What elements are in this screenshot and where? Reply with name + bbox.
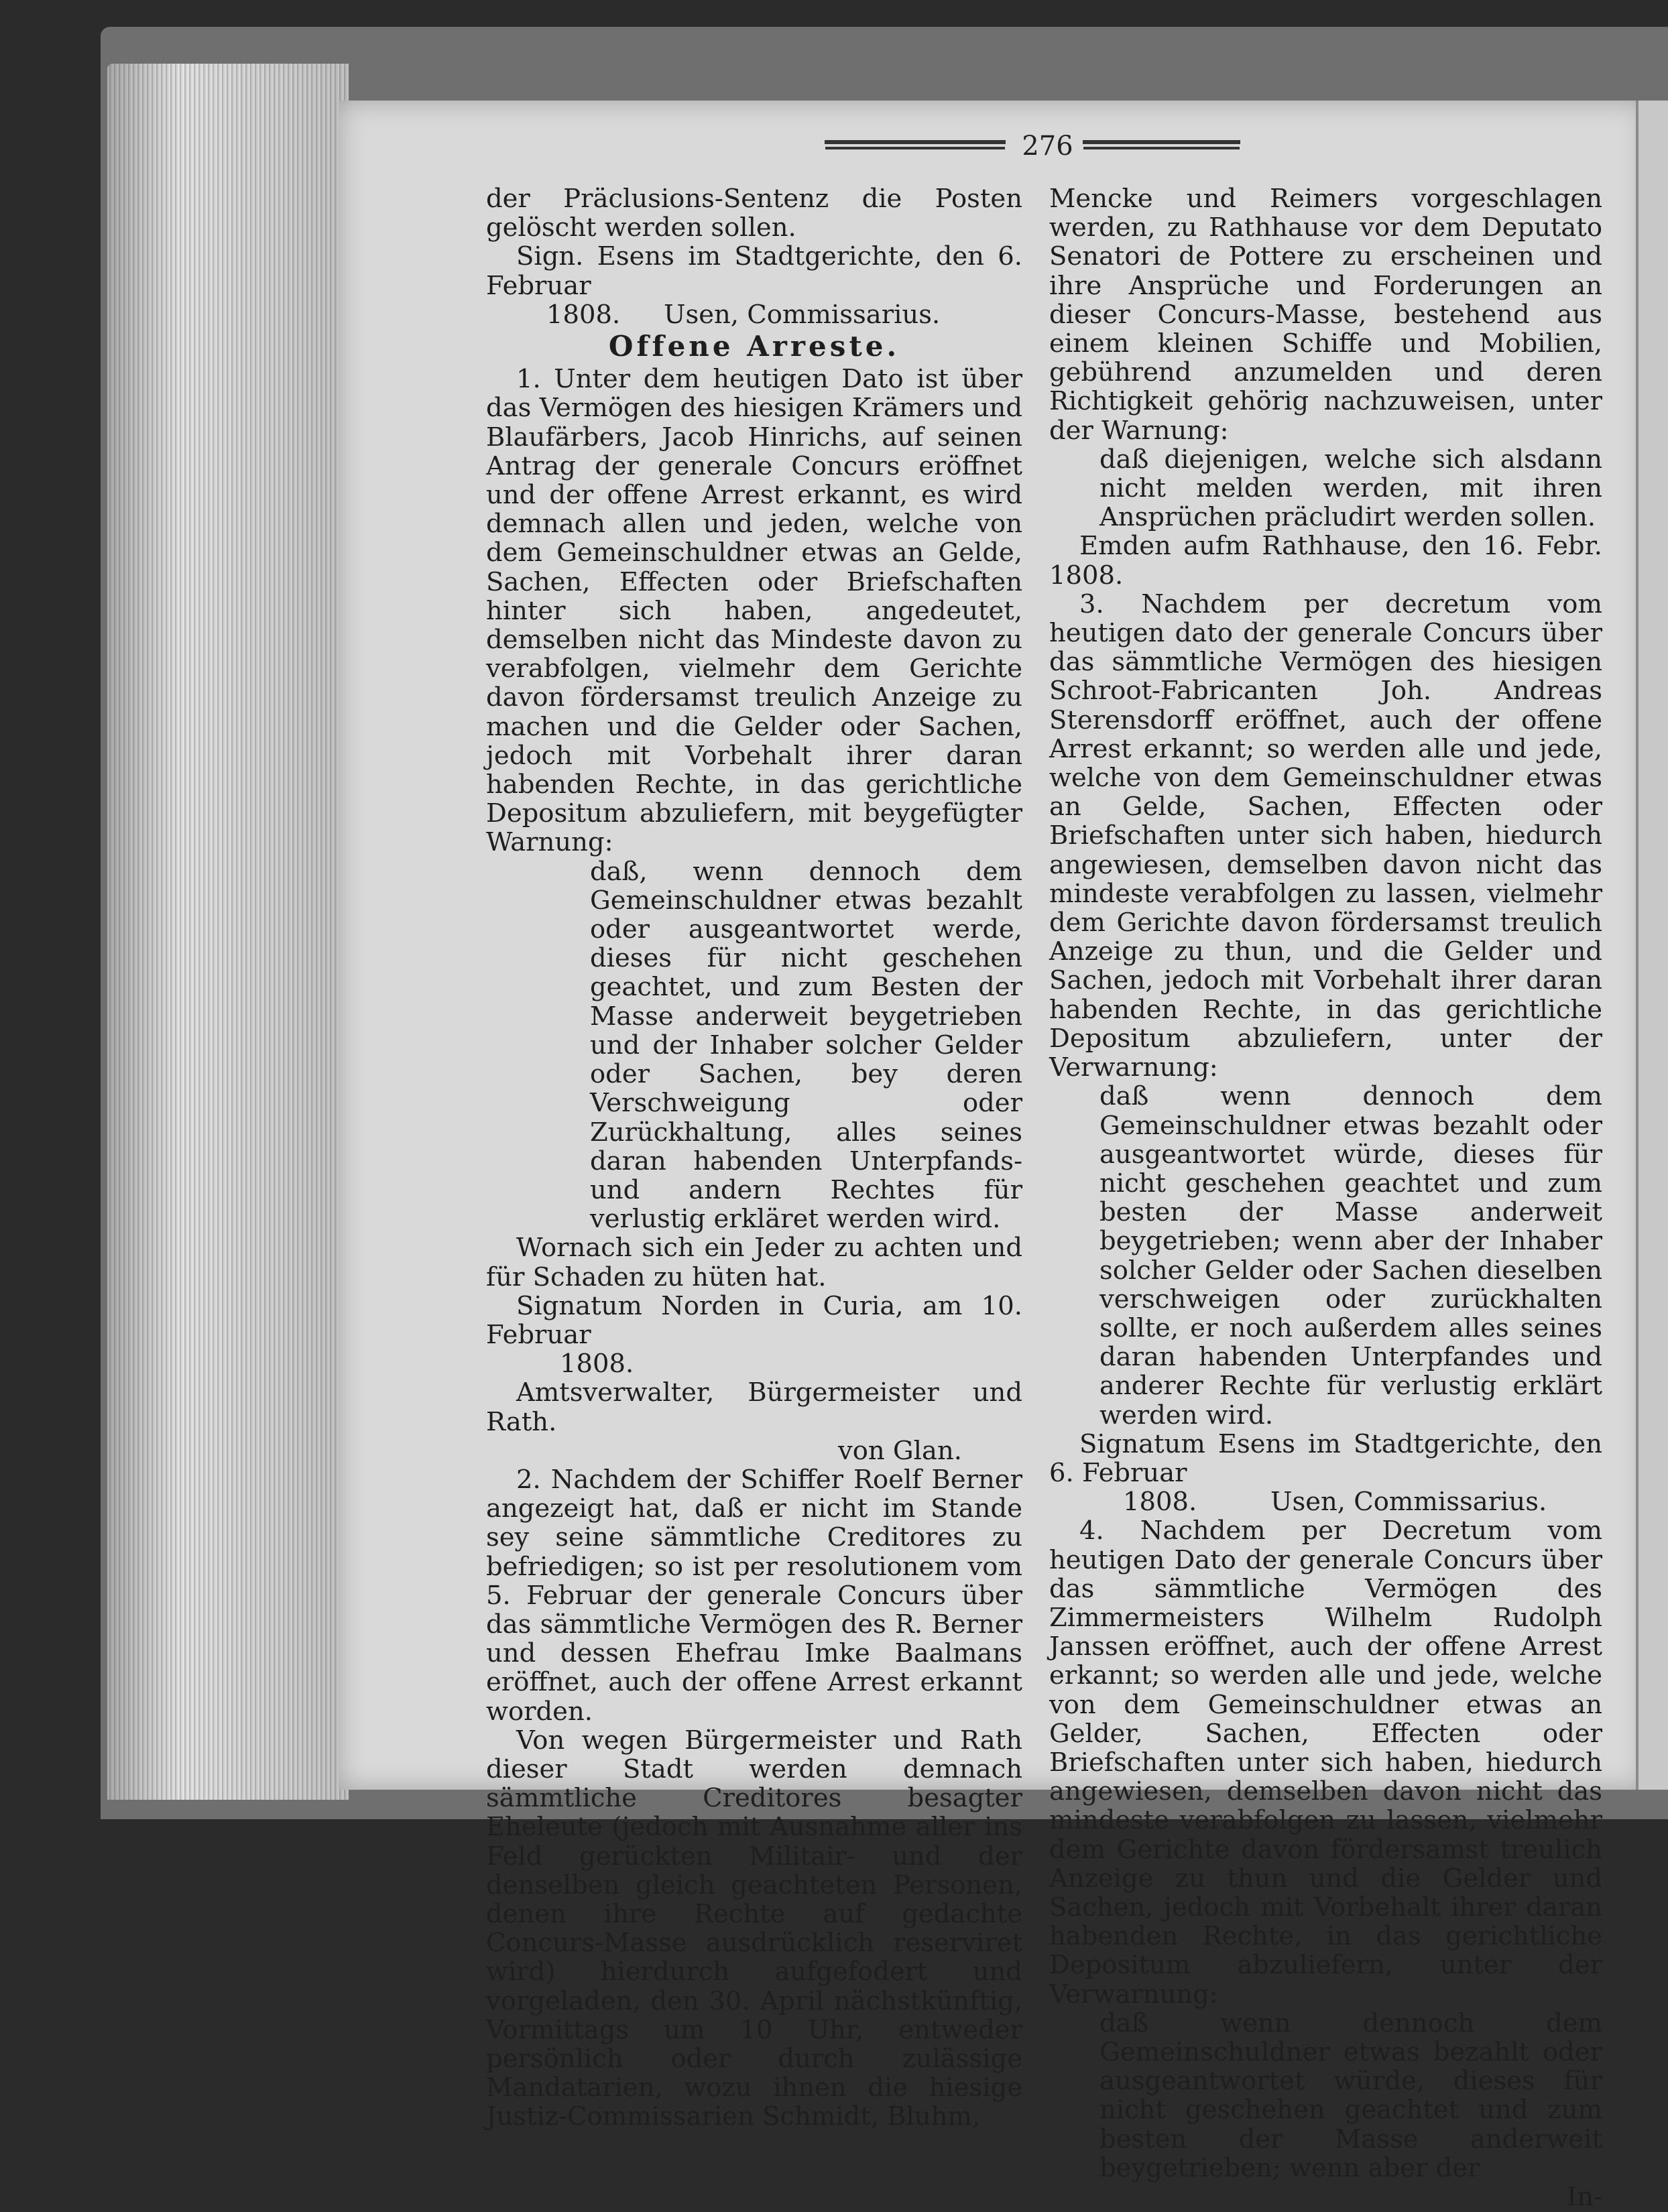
signature-line: Signatum Norden in Curia, am 10. Februar	[486, 1290, 1022, 1350]
warning-clause: daß, wenn dennoch dem Gemeinschuldner etwas bezahlt oder ausgeantwortet werde, dieses für nicht geschehen geachtet, und zum Besten der Masse anderweit beygetrieben und der Inhaber solcher Gelder oder Sachen, bey deren Verschweigung oder Zurückhaltung, alles seines daran habenden Unterpfands- und andern Rechtes für verlustig erkläret werden wird.	[590, 856, 1022, 1235]
paragraph: Mencke und Reimers vorgeschlagen werden, zu Rathhause vor dem Deputato Senatori de Pottere zu erscheinen und ihre Ansprüche und Forderungen an dieser Concurs-Masse, bestehend aus einem kleinen Schiffe und Mobilien, gebührend anzumelden und deren Richtigkeit gehörig nachzuweisen, unter der Warnung:	[1049, 184, 1602, 446]
signature-line: Signatum Esens im Stadtgerichte, den 6. Februar	[1049, 1428, 1602, 1488]
signature-year: 1808.	[560, 1349, 634, 1379]
left-column	[486, 184, 1022, 2132]
warning-clause: daß wenn dennoch dem Gemeinschuldner etwas bezahlt oder ausgeantwortet würde, dieses für nicht geschehen geachtet und zum besten der Masse anderweit beygetrieben; wenn aber der	[1099, 2008, 1602, 2183]
signature-line: Sign. Esens im Stadtgerichte, den 6. Februar	[486, 241, 1022, 301]
signature-line: Emden aufm Rathhause, den 16. Febr. 1808.	[1049, 531, 1602, 591]
page-header	[825, 131, 1254, 162]
signature-name: Usen, Commissarius.	[664, 299, 941, 330]
paragraph: Von wegen Bürgermeister und Rath dieser Stadt werden demnach sämmtliche Creditores besagter Eheleute (jedoch mit Ausnahme aller ins Feld gerückten Militair- und der denselben gleich geachteten Personen, denen ihre Rechte auf gedachte Concurs-Masse ausdrücklich reserviret wird) hierdurch aufgefodert und vorgeladen, den 30. April nächstkünftig, Vormittags um 10 Uhr, entweder persönlich oder durch zulässige Mandatarien, wozu ihnen die hiesige Justiz-Commissarien Schmidt, Bluhm,	[486, 1725, 1022, 2132]
right-column	[1049, 184, 1602, 2211]
page-stack-shading	[107, 64, 349, 1800]
catchword: In-	[1566, 2182, 1602, 2212]
signature-name: Usen, Commissarius.	[1270, 1487, 1547, 1518]
warning-clause: daß wenn dennoch dem Gemeinschuldner etwas bezahlt oder ausgeantwortet würde, dieses für nicht geschehen geachtet und zum besten der Masse anderweit beygetrieben; wenn aber der Inhaber solcher Gelder oder Sachen dieselben verschweigen oder zurückhalten sollte, er noch außerdem alles seines daran habenden Unterpfandes und anderer Rechte für verlustig erklärt werden wird.	[1099, 1081, 1602, 1430]
facing-page-edge	[1636, 101, 1668, 1790]
signature-name: von Glan.	[837, 1435, 962, 1466]
header-rule-right	[1083, 140, 1240, 144]
paragraph: der Präclusions-Sentenz die Posten gelöscht werden sollen.	[486, 184, 1022, 243]
signature-year: 1808.	[1123, 1487, 1197, 1518]
page-number: 276	[1022, 131, 1073, 162]
notice-paragraph: 2. Nachdem der Schiffer Roelf Berner angezeigt hat, daß er nicht im Stande sey seine sämmtliche Creditores zu befriedigen; so ist per resolutionem vom 5. Februar der generale Concurs über das sämmtliche Vermögen des R. Berner und dessen Ehefrau Imke Baalmans eröffnet, auch der offene Arrest erkannt worden.	[486, 1464, 1022, 1727]
signature-authority: Amtsverwalter, Bürgermeister und Rath.	[486, 1377, 1022, 1437]
paragraph: Wornach sich ein Jeder zu achten und für Schaden zu hüten hat.	[486, 1233, 1022, 1292]
signature-year: 1808.	[546, 299, 621, 330]
section-heading: Offene Arreste.	[608, 330, 900, 363]
header-rule-left	[825, 140, 1006, 144]
signature-line	[486, 300, 1022, 329]
notice-paragraph: 4. Nachdem per Decretum vom heutigen Dato der generale Concurs über das sämmtliche Vermögen des Zimmermeisters Wilhelm Rudolph Janssen eröffnet, auch der offene Arrest erkannt; so werden alle und jede, welche von dem Gemeinschuldner etwas an Gelder, Sachen, Effecten oder Briefschaften unter sich haben, hiedurch angewiesen, demselben davon nicht das mindeste verabfolgen zu lassen, vielmehr dem Gerichte davon fördersamst treulich Anzeige zu thun und die Gelder und Sachen, jedoch mit Vorbehalt ihrer daran habenden Rechte, in das gerichtliche Depositum abzuliefern, unter der Verwarnung:	[1049, 1516, 1602, 2010]
notice-paragraph: 1. Unter dem heutigen Dato ist über das Vermögen des hiesigen Krämers und Blaufärbers, Jacob Hinrichs, auf seinen Antrag der generale Concurs eröffnet und der offene Arrest erkannt, es wird demnach allen und jeden, welche von dem Gemeinschuldner etwas an Gelde, Sachen, Effecten oder Briefschaften hinter sich haben, angedeutet, demselben nicht das Mindeste davon zu verabfolgen, vielmehr dem Gerichte davon fördersamst treulich Anzeige zu machen und die Gelder oder Sachen, jedoch mit Vorbehalt ihrer daran habenden Rechte, in das gerichtliche Depositum abzuliefern, mit beygefügter Warnung:	[486, 364, 1022, 858]
signature-line	[1049, 1487, 1602, 1516]
notice-paragraph: 3. Nachdem per decretum vom heutigen dato der generale Concurs über das sämmtliche Vermögen des hiesigen Schroot-Fabricanten Joh. Andreas Sterensdorff eröffnet, auch der offene Arrest erkannt; so werden alle und jede, welche von dem Gemeinschuldner etwas an Gelde, Sachen, Effecten oder Briefschaften unter sich haben, hiedurch angewiesen, demselben davon nicht das mindeste verabfolgen zu lassen, vielmehr dem Gerichte davon fördersamst treulich Anzeige zu thun, und die Gelder und Sachen, jedoch mit Vorbehalt ihrer daran habenden Rechte, in das gerichtliche Depositum abzuliefern, unter der Verwarnung:	[1049, 589, 1602, 1083]
warning-clause: daß diejenigen, welche sich alsdann nicht melden werden, mit ihren Ansprüchen präcludirt werden sollen.	[1099, 444, 1602, 533]
